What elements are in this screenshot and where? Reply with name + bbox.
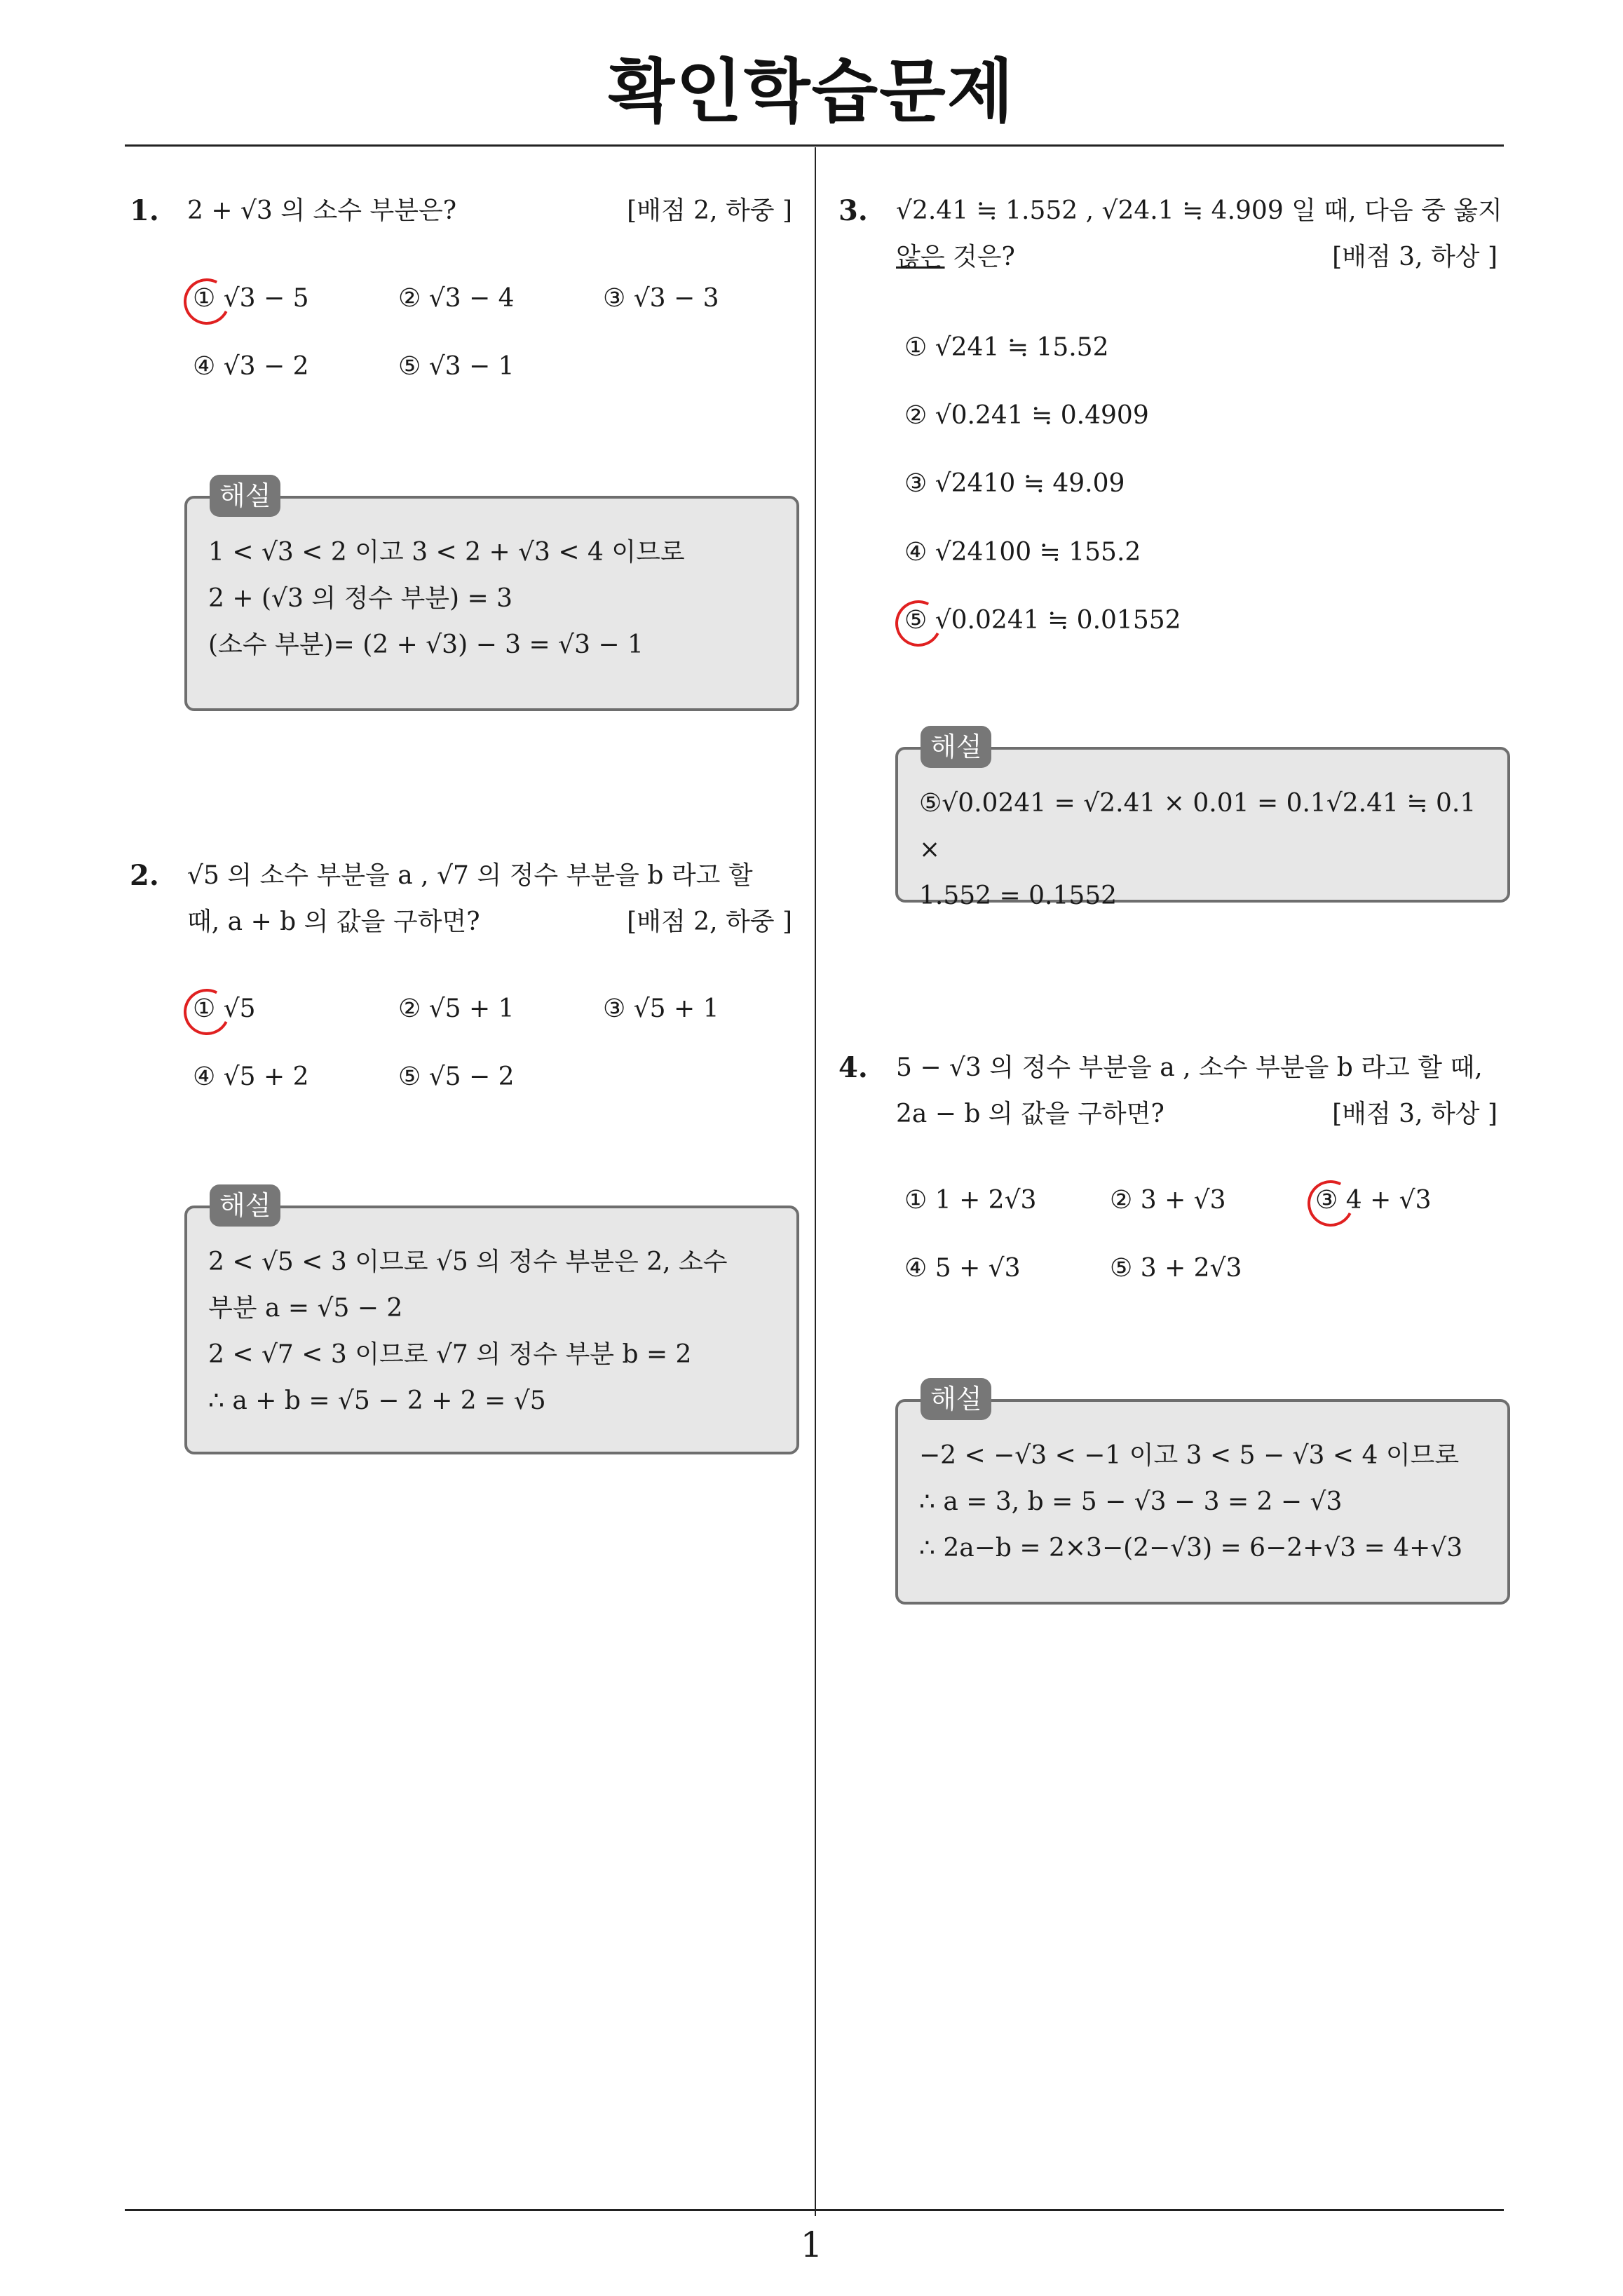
solution-line: ∴ a + b = √5 − 2 + 2 = √5 bbox=[208, 1386, 546, 1415]
solution-box-1 bbox=[184, 480, 799, 711]
solution-box-2 bbox=[184, 1190, 799, 1454]
choice-1[interactable]: ① √5 bbox=[193, 994, 256, 1023]
solution-box-4 bbox=[895, 1384, 1510, 1605]
column-divider bbox=[815, 147, 816, 2216]
question-stem-line2: 때, a + b 의 값을 구하면? bbox=[187, 907, 480, 936]
solution-label: 해설 bbox=[210, 1184, 280, 1227]
question-meta: [배점 3, 하상 ] bbox=[1332, 243, 1498, 271]
solution-line: 2 < √5 < 3 이므로 √5 의 정수 부분은 2, 소수 bbox=[208, 1248, 728, 1276]
choice-1[interactable]: ① √3 − 5 bbox=[193, 284, 309, 313]
question-2 bbox=[130, 853, 803, 951]
solution-line: ⑤√0.0241 = √2.41 × 0.01 = 0.1√2.41 ≒ 0.1 × bbox=[919, 789, 1476, 864]
solution-line: ∴ a = 3, b = 5 − √3 − 3 = 2 − √3 bbox=[919, 1487, 1343, 1516]
question-number: 4. bbox=[838, 1051, 868, 1084]
choice-3[interactable]: ③ √2410 ≒ 49.09 bbox=[904, 469, 1125, 498]
solution-line: 1.552 = 0.1552 bbox=[919, 882, 1118, 910]
choice-1[interactable]: ① 1 + 2√3 bbox=[904, 1186, 1037, 1215]
question-meta: [배점 2, 하중 ] bbox=[627, 196, 792, 225]
question-stem: 2 + √3 의 소수 부분은? bbox=[187, 196, 457, 225]
question-stem-line2: 2a − b 의 값을 구하면? bbox=[896, 1100, 1164, 1128]
solution-line: ∴ 2a−b = 2×3−(2−√3) = 6−2+√3 = 4+√3 bbox=[919, 1534, 1463, 1562]
solution-line: (소수 부분)= (2 + √3) − 3 = √3 − 1 bbox=[208, 630, 644, 659]
question-stem: 5 − √3 의 정수 부분을 a , 소수 부분을 b 라고 할 때, bbox=[896, 1053, 1483, 1082]
page-number: 1 bbox=[800, 2224, 823, 2265]
choice-4[interactable]: ④ √5 + 2 bbox=[193, 1062, 309, 1091]
choice-1[interactable]: ① √241 ≒ 15.52 bbox=[904, 333, 1109, 362]
solution-label: 해설 bbox=[921, 726, 991, 768]
top-rule bbox=[125, 144, 1504, 147]
solution-box-3 bbox=[895, 731, 1510, 910]
underlined-word: 않은 bbox=[896, 243, 945, 271]
question-4 bbox=[838, 1045, 1515, 1143]
question-meta: [배점 3, 하상 ] bbox=[1332, 1100, 1498, 1128]
question-number: 2. bbox=[130, 859, 159, 892]
choice-3[interactable]: ③ 4 + √3 bbox=[1315, 1186, 1432, 1215]
solution-line: −2 < −√3 < −1 이고 3 < 5 − √3 < 4 이므로 bbox=[919, 1441, 1460, 1470]
solution-line: 1 < √3 < 2 이고 3 < 2 + √3 < 4 이므로 bbox=[208, 538, 685, 567]
solution-line: 부분 a = √5 − 2 bbox=[208, 1294, 403, 1323]
question-number: 3. bbox=[838, 194, 868, 227]
solution-label: 해설 bbox=[210, 475, 280, 517]
solution-label: 해설 bbox=[921, 1378, 991, 1420]
choice-4[interactable]: ④ √24100 ≒ 155.2 bbox=[904, 538, 1141, 567]
page-title: 확인학습문제 bbox=[608, 52, 1015, 132]
choice-5[interactable]: ⑤ √3 − 1 bbox=[398, 352, 515, 381]
question-3 bbox=[838, 188, 1512, 286]
solution-line: 2 + (√3 의 정수 부분) = 3 bbox=[208, 584, 513, 613]
choice-4[interactable]: ④ 5 + √3 bbox=[904, 1254, 1021, 1283]
question-stem: √5 의 소수 부분을 a , √7 의 정수 부분을 b 라고 할 bbox=[187, 861, 753, 890]
choice-2[interactable]: ② √3 − 4 bbox=[398, 284, 515, 313]
question-stem: √2.41 ≒ 1.552 , √24.1 ≒ 4.909 일 때, 다음 중 옳지 bbox=[896, 196, 1502, 225]
choice-5[interactable]: ⑤ √0.0241 ≒ 0.01552 bbox=[904, 606, 1181, 635]
stem-rest: 것은? bbox=[944, 243, 1015, 271]
question-1 bbox=[130, 188, 792, 237]
choice-2[interactable]: ② 3 + √3 bbox=[1110, 1186, 1226, 1215]
question-stem-line2 bbox=[896, 234, 1015, 281]
choice-5[interactable]: ⑤ 3 + 2√3 bbox=[1110, 1254, 1242, 1283]
bottom-rule bbox=[125, 2209, 1504, 2211]
choice-3[interactable]: ③ √5 + 1 bbox=[603, 994, 719, 1023]
question-number: 1. bbox=[130, 194, 159, 227]
choice-2[interactable]: ② √5 + 1 bbox=[398, 994, 515, 1023]
choice-5[interactable]: ⑤ √5 − 2 bbox=[398, 1062, 515, 1091]
question-meta: [배점 2, 하중 ] bbox=[627, 907, 792, 936]
choice-3[interactable]: ③ √3 − 3 bbox=[603, 284, 719, 313]
solution-line: 2 < √7 < 3 이므로 √7 의 정수 부분 b = 2 bbox=[208, 1340, 692, 1369]
choice-2[interactable]: ② √0.241 ≒ 0.4909 bbox=[904, 401, 1149, 430]
choice-4[interactable]: ④ √3 − 2 bbox=[193, 352, 309, 381]
